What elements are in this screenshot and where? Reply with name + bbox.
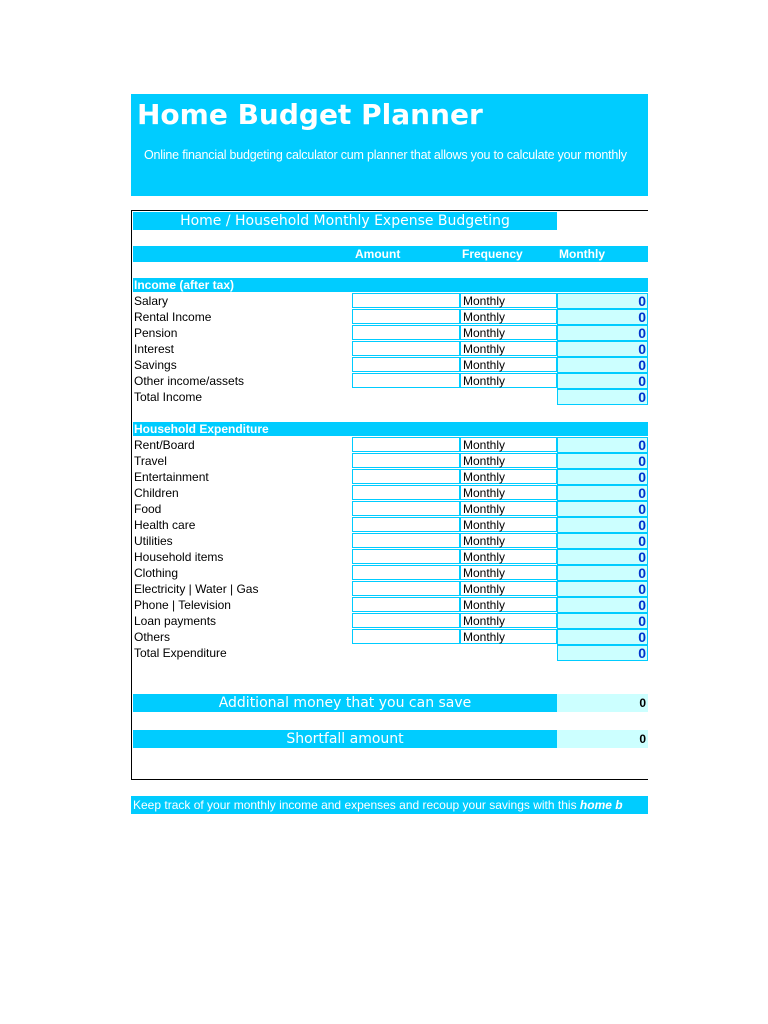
table-row <box>133 533 648 549</box>
frequency-select[interactable]: Monthly <box>460 293 557 308</box>
amount-input[interactable] <box>352 373 460 388</box>
amount-input[interactable] <box>352 517 460 532</box>
row-label: Other income/assets <box>134 374 245 388</box>
title-banner <box>131 94 648 196</box>
total-row <box>133 645 648 661</box>
row-label: Others <box>134 630 171 644</box>
page-subtitle: Online financial budgeting calculator cum planner that allows you to calculate your monthly <box>144 148 627 162</box>
shortfall-label: Shortfall amount <box>133 730 557 748</box>
frequency-select[interactable]: Monthly <box>460 581 557 596</box>
row-label: Household items <box>134 550 224 564</box>
amount-input[interactable] <box>352 469 460 484</box>
amount-input[interactable] <box>352 485 460 500</box>
monthly-value: 0 <box>557 325 648 341</box>
table-row <box>133 613 648 629</box>
amount-input[interactable] <box>352 293 460 308</box>
row-label: Clothing <box>134 566 179 580</box>
row-label: Interest <box>134 342 175 356</box>
monthly-value: 0 <box>557 517 648 533</box>
page-title: Home Budget Planner <box>137 98 483 131</box>
table-row <box>133 357 648 373</box>
amount-input[interactable] <box>352 357 460 372</box>
monthly-value: 0 <box>557 341 648 357</box>
row-label: Phone | Television <box>134 598 231 612</box>
amount-input[interactable] <box>352 325 460 340</box>
monthly-value: 0 <box>557 565 648 581</box>
frequency-select[interactable]: Monthly <box>460 469 557 484</box>
table-row <box>133 341 648 357</box>
frequency-select[interactable]: Monthly <box>460 517 557 532</box>
row-label: Utilities <box>134 534 173 548</box>
table-row <box>133 325 648 341</box>
table-row <box>133 549 648 565</box>
monthly-value: 0 <box>557 613 648 629</box>
amount-input[interactable] <box>352 341 460 356</box>
frequency-select[interactable]: Monthly <box>460 357 557 372</box>
total-label: Total Income <box>134 390 203 404</box>
table-row <box>133 485 648 501</box>
monthly-value: 0 <box>557 501 648 517</box>
frequency-select[interactable]: Monthly <box>460 485 557 500</box>
row-label: Health care <box>134 518 196 532</box>
monthly-value: 0 <box>557 629 648 645</box>
monthly-value: 0 <box>557 549 648 565</box>
monthly-value: 0 <box>557 373 648 389</box>
amount-input[interactable] <box>352 533 460 548</box>
monthly-value: 0 <box>557 437 648 453</box>
row-label: Entertainment <box>134 470 209 484</box>
total-value: 0 <box>557 389 648 405</box>
column-header-frequency: Frequency <box>462 247 523 261</box>
row-label: Pension <box>134 326 178 340</box>
row-label: Savings <box>134 358 177 372</box>
frequency-select[interactable]: Monthly <box>460 453 557 468</box>
shortfall-value: 0 <box>557 730 648 748</box>
additional-savings-label: Additional money that you can save <box>133 694 557 712</box>
table-row <box>133 501 648 517</box>
column-header-amount: Amount <box>355 247 401 261</box>
monthly-value: 0 <box>557 485 648 501</box>
monthly-value: 0 <box>557 293 648 309</box>
frequency-select[interactable]: Monthly <box>460 629 557 644</box>
footer-note <box>131 796 648 814</box>
table-row <box>133 293 648 309</box>
amount-input[interactable] <box>352 565 460 580</box>
table-row <box>133 565 648 581</box>
amount-input[interactable] <box>352 613 460 628</box>
amount-input[interactable] <box>352 581 460 596</box>
row-label: Travel <box>134 454 167 468</box>
frequency-select[interactable]: Monthly <box>460 325 557 340</box>
amount-input[interactable] <box>352 309 460 324</box>
income-heading: Income (after tax) <box>133 278 648 292</box>
footer-text: Keep track of your monthly income and expenses and recoup your savings with this <box>133 798 580 812</box>
total-row <box>133 389 648 405</box>
row-label: Children <box>134 486 179 500</box>
frequency-select[interactable]: Monthly <box>460 501 557 516</box>
table-row <box>133 517 648 533</box>
table-row <box>133 629 648 645</box>
amount-input[interactable] <box>352 597 460 612</box>
section-title: Home / Household Monthly Expense Budgeting <box>133 212 557 230</box>
frequency-select[interactable]: Monthly <box>460 549 557 564</box>
column-header-monthly: Monthly <box>559 247 605 261</box>
table-row <box>133 373 648 389</box>
expenditure-heading: Household Expenditure <box>133 422 648 436</box>
monthly-value: 0 <box>557 533 648 549</box>
total-value: 0 <box>557 645 648 661</box>
frequency-select[interactable]: Monthly <box>460 341 557 356</box>
monthly-value: 0 <box>557 581 648 597</box>
amount-input[interactable] <box>352 453 460 468</box>
table-row <box>133 597 648 613</box>
frequency-select[interactable]: Monthly <box>460 309 557 324</box>
monthly-value: 0 <box>557 453 648 469</box>
table-row <box>133 581 648 597</box>
total-label: Total Expenditure <box>134 646 227 660</box>
row-label: Food <box>134 502 162 516</box>
monthly-value: 0 <box>557 309 648 325</box>
amount-input[interactable] <box>352 437 460 452</box>
monthly-value: 0 <box>557 469 648 485</box>
amount-input[interactable] <box>352 629 460 644</box>
row-label: Rental Income <box>134 310 212 324</box>
column-header-row <box>133 246 648 262</box>
amount-input[interactable] <box>352 549 460 564</box>
frequency-select[interactable]: Monthly <box>460 533 557 548</box>
frequency-select[interactable]: Monthly <box>460 597 557 612</box>
additional-savings-value: 0 <box>557 694 648 712</box>
table-row <box>133 437 648 453</box>
footer-emphasis: home b <box>579 798 623 812</box>
table-row <box>133 453 648 469</box>
frequency-select[interactable]: Monthly <box>460 373 557 388</box>
frequency-select[interactable]: Monthly <box>460 437 557 452</box>
amount-input[interactable] <box>352 501 460 516</box>
table-row <box>133 469 648 485</box>
row-label: Electricity | Water | Gas <box>134 582 259 596</box>
row-label: Salary <box>134 294 169 308</box>
frequency-select[interactable]: Monthly <box>460 613 557 628</box>
frequency-select[interactable]: Monthly <box>460 565 557 580</box>
monthly-value: 0 <box>557 597 648 613</box>
monthly-value: 0 <box>557 357 648 373</box>
row-label: Loan payments <box>134 614 217 628</box>
table-row <box>133 309 648 325</box>
row-label: Rent/Board <box>134 438 195 452</box>
